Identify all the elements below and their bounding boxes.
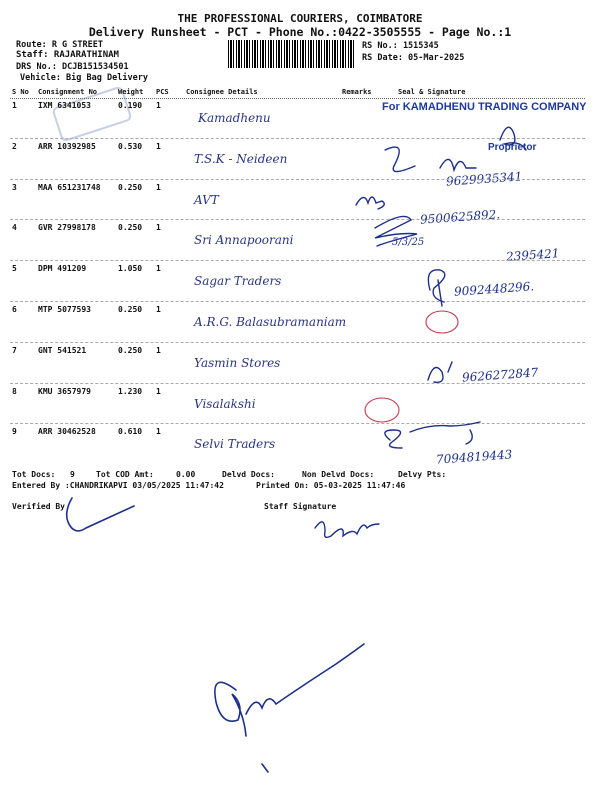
delvd-docs-label: Delvd Docs: [222,470,275,479]
row-consignment: IXM 6341053 [38,101,91,110]
signature-row7 [428,362,452,382]
delvy-pts-label: Delvy Pts: [398,470,447,479]
row-consignee: Kamadhenu [198,111,271,125]
tot-docs-label: Tot Docs: [12,470,56,479]
row-pcs: 1 [156,264,161,273]
delivery-date-handwritten: 5/3/25 [392,237,425,248]
col-consignee: Consignee Details [186,88,258,96]
cod-value: 0.00 [176,470,196,479]
row-consignment: MTP 5077593 [38,305,91,314]
signature-row5 [428,270,444,306]
row-pcs: 1 [156,427,161,436]
row-weight: 0.610 [118,427,143,436]
signature-row9 [385,422,480,448]
row-consignee: Visalakshi [194,397,256,411]
row-consignee: AVT [194,193,219,207]
staff-signature-label: Staff Signature [264,502,337,511]
col-consignment: Consignment No [38,88,98,96]
col-weight: Weight [118,88,144,96]
row-weight: 0.190 [118,101,143,110]
verified-signature [67,498,134,531]
row-consignee: Yasmin Stores [194,356,281,370]
red-stamp-row6 [426,311,458,333]
row-weight: 0.250 [118,223,143,232]
row-sno: 6 [12,305,17,314]
row-consignment: DPM 491209 [38,264,87,273]
row-sno: 5 [12,264,17,273]
row-sno: 4 [12,223,17,232]
row-consignment: MAA 651231748 [38,183,101,192]
row-weight: 1.230 [118,387,143,396]
verified-by-label: Verified By [12,502,65,511]
row-handwritten-phone: 9500625892. [419,207,501,227]
row-sno: 7 [12,346,17,355]
row-weight: 0.530 [118,142,143,151]
row-consignee: Selvi Traders [194,437,276,451]
row-weight: 0.250 [118,183,143,192]
row-sno: 8 [12,387,17,396]
row-consignee: A.R.G. Balasubramaniam [194,315,347,329]
row-handwritten-phone: 2395421 [505,246,560,264]
row-consignment: ARR 10392985 [38,142,96,151]
row-sno: 1 [12,101,17,110]
signature-row2 [385,147,476,171]
row-pcs: 1 [156,305,161,314]
row-pcs: 1 [156,387,161,396]
row-sno: 9 [12,427,17,436]
row-pcs: 1 [156,142,161,151]
row-consignee: T.S.K - Neideen [194,152,288,166]
rs-date: RS Date: 05-Mar-2025 [362,53,465,63]
col-seal: Seal & Signature [398,88,466,96]
tot-docs-value: 9 [70,470,75,479]
row-consignee: Sagar Traders [194,274,282,288]
col-sno: S No [12,88,29,96]
printed-on: Printed On: 05-03-2025 11:47:46 [256,481,406,490]
row-consignee: Sri Annapoorani [194,233,294,247]
row-handwritten-phone: 9629935341 [445,169,523,189]
row-pcs: 1 [156,183,161,192]
row-weight: 0.250 [118,305,143,314]
route-label: Route: R G STREET [16,40,103,50]
large-signature [215,644,364,772]
row-consignment: GNT 541521 [38,346,87,355]
rs-number: RS No.: 1515345 [362,41,439,51]
row-consignment: GVR 27998178 [38,223,96,232]
stamp-proprietor: Proprietor [488,142,537,153]
entered-by: Entered By :CHANDRIKAPVI 03/05/2025 11:47:42 [12,481,224,490]
row-handwritten-phone: 9092448296. [453,279,535,299]
row-handwritten-phone: 9626272847 [461,365,539,385]
staff-signature [315,522,379,537]
row-sno: 2 [12,142,17,151]
row-pcs: 1 [156,346,161,355]
cod-label: Tot COD Amt: [96,470,154,479]
red-stamp-row8 [365,398,399,422]
col-pcs: PCS [156,88,169,96]
signature-row4 [375,216,417,246]
row-weight: 0.250 [118,346,143,355]
runsheet-title: Delivery Runsheet - PCT - Phone No.:0422-3505555 - Page No.:1 [88,25,512,39]
row-consignment: KMU 3657979 [38,387,91,396]
row-pcs: 1 [156,101,161,110]
row-handwritten-phone: 7094819443 [435,447,513,467]
row-consignment: ARR 30462528 [38,427,96,436]
row-sno: 3 [12,183,17,192]
vehicle-label: Vehicle: Big Bag Delivery [20,73,148,83]
signature-row1 [500,127,526,150]
row-weight: 1.050 [118,264,143,273]
row-pcs: 1 [156,223,161,232]
staff-label: Staff: RAJARATHINAM [16,50,119,60]
company-stamp: For KAMADHENU TRADING COMPANY [382,101,587,113]
col-remarks: Remarks [342,88,372,96]
non-delvd-docs-label: Non Delvd Docs: [302,470,375,479]
company-title: THE PROFESSIONAL COURIERS, COIMBATORE [177,12,423,25]
drs-label: DRS No.: DCJB151534501 [16,62,129,72]
signature-row3 [356,197,384,209]
